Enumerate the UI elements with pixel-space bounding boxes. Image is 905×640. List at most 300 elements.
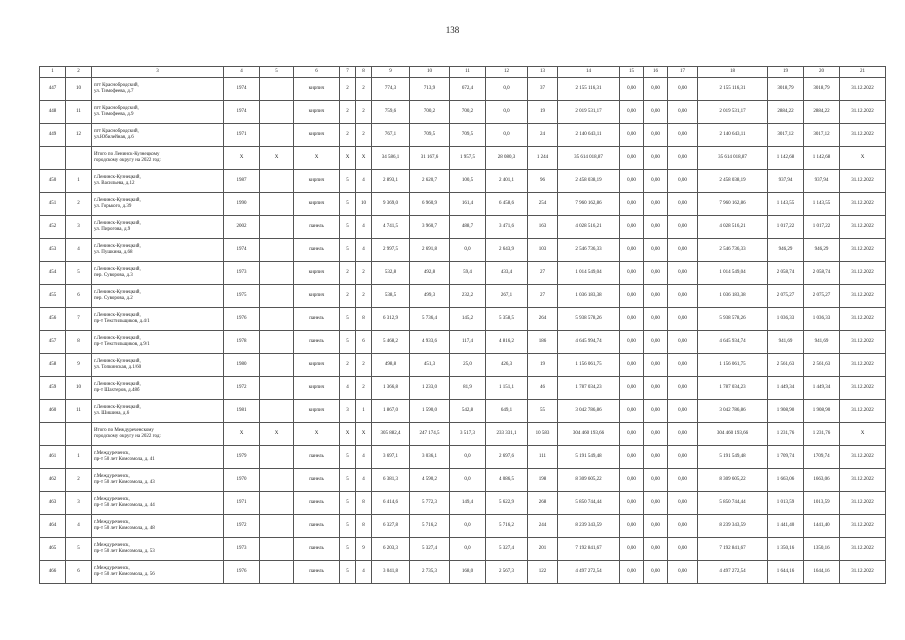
table-cell: 6 — [66, 561, 92, 584]
table-cell: 3018,79 — [804, 78, 840, 101]
table-cell: 1 036,33 — [768, 308, 804, 331]
address-cell: г.Междуреченск, пр-т 50 лет Комсомола, д. 48 — [92, 515, 224, 538]
table-cell: 5 — [340, 308, 356, 331]
table-cell: 4 645 994,74 — [558, 331, 620, 354]
table-cell: 709,5 — [410, 124, 450, 147]
table-cell: 700,2 — [410, 101, 450, 124]
table-cell — [260, 101, 294, 124]
table-cell: 2 058,74 — [804, 262, 840, 285]
table-cell: X — [840, 147, 886, 170]
table-cell: 0,00 — [644, 124, 668, 147]
table-cell: 946,29 — [804, 239, 840, 262]
table-cell: 4 816,2 — [486, 331, 528, 354]
table-cell: 6 312,9 — [372, 308, 410, 331]
header-cell: 13 — [528, 67, 558, 78]
table-cell: 2 561,63 — [804, 354, 840, 377]
table-cell: 3 471,6 — [486, 216, 528, 239]
table-cell: 3017,12 — [768, 124, 804, 147]
table-cell: 25,0 — [450, 354, 486, 377]
table-cell: 0,00 — [620, 308, 644, 331]
table-cell: 1972 — [224, 515, 260, 538]
table-cell: 0,00 — [644, 308, 668, 331]
table-cell: 2 567,3 — [486, 561, 528, 584]
table-cell: 81,9 — [450, 377, 486, 400]
table-cell: 12 — [66, 124, 92, 147]
table-cell: 1979 — [224, 446, 260, 469]
table-cell: 2 075,27 — [804, 285, 840, 308]
table-cell: 1 350,16 — [768, 538, 804, 561]
table-cell: 1 013,59 — [768, 492, 804, 515]
table-cell: 0,00 — [620, 492, 644, 515]
table-cell: 3 697,1 — [372, 446, 410, 469]
table-cell: 2 458 038,19 — [558, 170, 620, 193]
table-row — [40, 101, 886, 124]
table-cell: 31.12.2022 — [840, 78, 886, 101]
table-cell: 4 497 272,54 — [558, 561, 620, 584]
table-cell: 4 590,2 — [410, 469, 450, 492]
table-cell: 466 — [40, 561, 66, 584]
address-cell: Итого по Междуреченскому городскому округу на 2022 год: — [92, 423, 224, 446]
header-cell: 18 — [698, 67, 768, 78]
table-cell: 0,0 — [450, 446, 486, 469]
table-row — [40, 331, 886, 354]
table-cell — [260, 308, 294, 331]
table-cell: 0,0 — [450, 515, 486, 538]
address-cell: г.Ленинск-Кузнецкий, пр-т Текстильщиков, д.4/1 — [92, 308, 224, 331]
address-cell: г.Ленинск-Кузнецкий, ул. Топкинская, д.1/60 — [92, 354, 224, 377]
header-cell: 21 — [840, 67, 886, 78]
table-cell: 0,00 — [668, 492, 698, 515]
table-cell: 4 — [356, 469, 372, 492]
table-cell: 4 — [356, 561, 372, 584]
table-cell — [260, 262, 294, 285]
table-cell: 8 309 605,22 — [558, 469, 620, 492]
table-cell: 452 — [40, 216, 66, 239]
table-cell: 1972 — [224, 377, 260, 400]
table-cell: 0,00 — [668, 354, 698, 377]
header-row — [40, 67, 886, 78]
table-cell: 0,00 — [668, 515, 698, 538]
table-cell: 0,0 — [450, 469, 486, 492]
header-cell: 3 — [92, 67, 224, 78]
table-cell: 268 — [528, 492, 558, 515]
table-cell: 532,8 — [372, 262, 410, 285]
table-cell: 1 142,68 — [768, 147, 804, 170]
address-cell: г.Междуреченск, пр-т 50 лет Комсомола, д. 44 — [92, 492, 224, 515]
address-cell: пгт Краснобродский, ул. Тимофеева, д.9 — [92, 101, 224, 124]
table-cell — [260, 469, 294, 492]
table-cell: 1 142,68 — [804, 147, 840, 170]
table-cell: 6 381,3 — [372, 469, 410, 492]
table-cell: 0,00 — [668, 377, 698, 400]
table-cell: 305 882,4 — [372, 423, 410, 446]
address-cell: г.Ленинск-Кузнецкий, пер. Суворова, д.2 — [92, 285, 224, 308]
table-cell: 2 697,6 — [486, 446, 528, 469]
table-cell: 5 716,2 — [410, 515, 450, 538]
table-cell: 5 — [340, 170, 356, 193]
table-cell: 9 369,0 — [372, 193, 410, 216]
table-cell: 1987 — [224, 170, 260, 193]
header-cell: 16 — [644, 67, 668, 78]
table-cell — [66, 423, 92, 446]
table-row — [40, 308, 886, 331]
table-cell: 0,00 — [644, 285, 668, 308]
table-cell: 4 — [356, 239, 372, 262]
table-cell: 1 017,22 — [768, 216, 804, 239]
table-cell: 8 — [356, 492, 372, 515]
table-cell: 1 036 183,38 — [558, 285, 620, 308]
table-cell: 2 019 531,17 — [698, 101, 768, 124]
table-cell: 31.12.2022 — [840, 124, 886, 147]
table-cell: 5 — [340, 216, 356, 239]
table-cell: 0,00 — [644, 193, 668, 216]
table-cell: 1709,74 — [804, 446, 840, 469]
table-cell: 488,7 — [450, 216, 486, 239]
table-cell: 2 997,5 — [372, 239, 410, 262]
table-cell: 1974 — [224, 78, 260, 101]
table-cell: 24 — [528, 124, 558, 147]
table-cell: 2 140 643,11 — [698, 124, 768, 147]
table-cell: кирпич — [294, 170, 340, 193]
table-cell: 304 460 193,66 — [698, 423, 768, 446]
table-cell: 0,00 — [668, 170, 698, 193]
table-cell: 11 — [66, 101, 92, 124]
table-cell: 2 155 116,31 — [698, 78, 768, 101]
table-cell: 11 — [66, 400, 92, 423]
table-cell: 34 586,1 — [372, 147, 410, 170]
table-cell: 1 441,40 — [768, 515, 804, 538]
table-cell: панель — [294, 216, 340, 239]
table-cell: X — [340, 147, 356, 170]
table-cell: 5 — [340, 492, 356, 515]
address-cell: г.Междуреченск, пр-т 50 лет Комсомола, д. 53 — [92, 538, 224, 561]
table-cell: 456 — [40, 308, 66, 331]
table-cell: 0,00 — [620, 285, 644, 308]
table-cell: 4 028 516,21 — [698, 216, 768, 239]
table-row — [40, 561, 886, 584]
table-cell: 448 — [40, 101, 66, 124]
table-cell: 2884,22 — [804, 101, 840, 124]
table-cell: 1 787 034,23 — [698, 377, 768, 400]
table-cell: 0,00 — [644, 423, 668, 446]
table-cell: 1 156 061,75 — [558, 354, 620, 377]
table-cell: 460 — [40, 400, 66, 423]
table-cell: 0,00 — [620, 170, 644, 193]
table-cell: 31.12.2022 — [840, 285, 886, 308]
table-cell: 2002 — [224, 216, 260, 239]
table-cell: 1 036,33 — [804, 308, 840, 331]
table-cell: 0,00 — [668, 216, 698, 239]
table-cell: 1 709,74 — [768, 446, 804, 469]
table-cell: 2 — [340, 285, 356, 308]
address-cell: г.Ленинск-Кузнецкий, ул. Пушкина, д.68 — [92, 239, 224, 262]
table-row — [40, 400, 886, 423]
total-row — [40, 147, 886, 170]
table-cell: 31.12.2022 — [840, 515, 886, 538]
table-cell: 31.12.2022 — [840, 377, 886, 400]
table-cell: 1 787 034,23 — [558, 377, 620, 400]
table-cell: 2 — [356, 262, 372, 285]
table-cell: 0,00 — [620, 147, 644, 170]
table-cell: 1644,16 — [804, 561, 840, 584]
table-cell: 2884,22 — [768, 101, 804, 124]
table-cell: 2 401,1 — [486, 170, 528, 193]
header-cell: 8 — [356, 67, 372, 78]
table-cell: 0,0 — [450, 538, 486, 561]
table-cell: 4 — [356, 216, 372, 239]
table-cell: 0,00 — [644, 377, 668, 400]
table-cell: 4 — [356, 170, 372, 193]
table-cell — [260, 78, 294, 101]
table-cell: 6 — [356, 331, 372, 354]
table-cell: панель — [294, 492, 340, 515]
table-cell: 1971 — [224, 124, 260, 147]
table-cell: 0,00 — [644, 78, 668, 101]
table-cell: 0,00 — [620, 515, 644, 538]
table-cell — [66, 147, 92, 170]
table-cell: 426,3 — [486, 354, 528, 377]
table-cell: 27 — [528, 285, 558, 308]
table-cell: 1990 — [224, 193, 260, 216]
table-cell: 5 938 578,26 — [558, 308, 620, 331]
table-cell: 1976 — [224, 308, 260, 331]
table-cell: 1 — [66, 446, 92, 469]
table-cell: 1973 — [224, 538, 260, 561]
table-cell: 37 — [528, 78, 558, 101]
table-cell: 0,00 — [644, 561, 668, 584]
table-cell: 3 517,3 — [450, 423, 486, 446]
table-cell: 19 — [528, 101, 558, 124]
table-cell: 31.12.2022 — [840, 469, 886, 492]
table-cell: 1 867,0 — [372, 400, 410, 423]
table-cell: 0,00 — [644, 492, 668, 515]
table-cell — [260, 354, 294, 377]
table-cell: 0,00 — [668, 239, 698, 262]
table-cell: 1 231,76 — [804, 423, 840, 446]
table-cell: 103 — [528, 239, 558, 262]
table-cell: 451,3 — [410, 354, 450, 377]
table-cell: 4 497 272,54 — [698, 561, 768, 584]
table-cell: 149,4 — [450, 492, 486, 515]
table-cell: 46 — [528, 377, 558, 400]
table-cell: 0,00 — [620, 101, 644, 124]
header-cell: 11 — [450, 67, 486, 78]
table-cell: 0,0 — [486, 101, 528, 124]
header-cell: 9 — [372, 67, 410, 78]
table-cell: панель — [294, 469, 340, 492]
table-cell: кирпич — [294, 285, 340, 308]
table-cell: 1 143,55 — [804, 193, 840, 216]
table-cell: 5 736,4 — [410, 308, 450, 331]
table-cell: 254 — [528, 193, 558, 216]
table-cell: 31.12.2022 — [840, 101, 886, 124]
table-cell: 31.12.2022 — [840, 262, 886, 285]
table-cell: X — [294, 423, 340, 446]
table-cell: 1980 — [224, 354, 260, 377]
table-cell: 59,4 — [450, 262, 486, 285]
table-cell — [260, 124, 294, 147]
table-cell: 5 191 549,48 — [698, 446, 768, 469]
table-cell: 31.12.2022 — [840, 538, 886, 561]
table-row — [40, 262, 886, 285]
table-cell: 0,00 — [620, 262, 644, 285]
table-cell: X — [356, 423, 372, 446]
table-cell: 0,00 — [668, 446, 698, 469]
table-cell: 0,00 — [620, 423, 644, 446]
table-cell: 4 933,6 — [410, 331, 450, 354]
table-cell: 0,00 — [668, 147, 698, 170]
table-cell: 5 — [340, 331, 356, 354]
table-cell: 499,3 — [410, 285, 450, 308]
table-cell: 1 244 — [528, 147, 558, 170]
table-cell: 31.12.2022 — [840, 308, 886, 331]
table-cell: 31.12.2022 — [840, 561, 886, 584]
table-cell: 464 — [40, 515, 66, 538]
table-cell: 937,94 — [804, 170, 840, 193]
header-cell: 15 — [620, 67, 644, 78]
table-cell: 2 643,9 — [486, 239, 528, 262]
table-cell: 1 590,0 — [410, 400, 450, 423]
table-cell: X — [294, 147, 340, 170]
table-cell: 100,5 — [450, 170, 486, 193]
table-cell: 5 — [66, 538, 92, 561]
table-row — [40, 124, 886, 147]
table-cell: 1 014 549,04 — [698, 262, 768, 285]
table-cell: 31.12.2022 — [840, 446, 886, 469]
table-cell: 447 — [40, 78, 66, 101]
table-cell: 0,00 — [668, 78, 698, 101]
table-cell — [260, 446, 294, 469]
table-cell: 946,29 — [768, 239, 804, 262]
address-cell: г.Междуреченск, пр-т 50 лет Комсомола, д. 56 — [92, 561, 224, 584]
table-cell: 1 449,34 — [768, 377, 804, 400]
table-cell: 5 327,4 — [410, 538, 450, 561]
table-row — [40, 446, 886, 469]
table-cell: 5 — [340, 469, 356, 492]
table-cell: 5 358,5 — [486, 308, 528, 331]
table-cell: 0,00 — [644, 147, 668, 170]
table-cell: 5 — [340, 561, 356, 584]
table-cell: 7 — [66, 308, 92, 331]
table-cell: 1 151,1 — [486, 377, 528, 400]
address-cell: Итого по Ленинск-Кузнецкому городскому округу на 2022 год: — [92, 147, 224, 170]
header-cell: 2 — [66, 67, 92, 78]
table-cell: X — [340, 423, 356, 446]
table-cell: 2 — [340, 354, 356, 377]
table-cell: 2 — [340, 78, 356, 101]
header-cell: 20 — [804, 67, 840, 78]
table-cell — [40, 147, 66, 170]
table-cell: 8 — [356, 308, 372, 331]
table-cell — [260, 285, 294, 308]
table-cell: 459 — [40, 377, 66, 400]
table-cell: 7 192 841,67 — [558, 538, 620, 561]
table-cell: 31.12.2022 — [840, 239, 886, 262]
table-cell: 0,00 — [620, 239, 644, 262]
table-cell: 449 — [40, 124, 66, 147]
table-cell — [260, 331, 294, 354]
table-cell: 0,00 — [668, 101, 698, 124]
table-cell: 5 — [340, 515, 356, 538]
table-row — [40, 193, 886, 216]
table-cell — [260, 170, 294, 193]
table-cell: 0,00 — [668, 308, 698, 331]
table-cell: 35 614 018,87 — [698, 147, 768, 170]
table-cell: 31.12.2022 — [840, 193, 886, 216]
table-cell: 5 938 578,26 — [698, 308, 768, 331]
table-cell: 6 203,3 — [372, 538, 410, 561]
total-row — [40, 423, 886, 446]
header-cell: 19 — [768, 67, 804, 78]
table-cell: 3 960,7 — [410, 216, 450, 239]
table-cell: кирпич — [294, 262, 340, 285]
table-row — [40, 492, 886, 515]
table-cell: 28 080,3 — [486, 147, 528, 170]
table-cell: 0,00 — [668, 469, 698, 492]
table-cell: 3 — [66, 216, 92, 239]
table-row — [40, 285, 886, 308]
table-cell: 462 — [40, 469, 66, 492]
table-cell: 0,00 — [620, 561, 644, 584]
table-cell: 2 075,27 — [768, 285, 804, 308]
table-cell: 5 — [66, 262, 92, 285]
table-cell: 5 327,4 — [486, 538, 528, 561]
table-cell — [260, 193, 294, 216]
table-cell: 145,2 — [450, 308, 486, 331]
table-cell: 450 — [40, 170, 66, 193]
table-cell: 5 468,2 — [372, 331, 410, 354]
address-cell: г.Междуреченск, пр-т 50 лет Комсомола, д. 43 — [92, 469, 224, 492]
table-cell: 96 — [528, 170, 558, 193]
table-cell: 1974 — [224, 101, 260, 124]
table-cell: 5 622,9 — [486, 492, 528, 515]
address-cell: г.Ленинск-Кузнецкий, ул. Горького, д.39 — [92, 193, 224, 216]
table-cell: 713,9 — [410, 78, 450, 101]
table-cell: 5 — [340, 446, 356, 469]
table-cell: 5 — [340, 193, 356, 216]
table-cell: 0,00 — [668, 193, 698, 216]
table-cell: 461 — [40, 446, 66, 469]
table-cell: 4 — [66, 239, 92, 262]
table-cell: 0,00 — [668, 538, 698, 561]
header-cell: 17 — [668, 67, 698, 78]
table-cell: 1 366,8 — [372, 377, 410, 400]
table-cell: 451 — [40, 193, 66, 216]
address-cell: г.Ленинск-Кузнецкий, ул. Шишина, д.6 — [92, 400, 224, 423]
table-cell: 457 — [40, 331, 66, 354]
table-cell: 31.12.2022 — [840, 354, 886, 377]
table-cell: 937,94 — [768, 170, 804, 193]
table-cell: 3 041,8 — [372, 561, 410, 584]
table-row — [40, 515, 886, 538]
table-cell: 0,00 — [644, 400, 668, 423]
header-cell: 1 — [40, 67, 66, 78]
table-cell: 7 960 162,86 — [698, 193, 768, 216]
table-cell: X — [224, 423, 260, 446]
table-cell: 1 017,22 — [804, 216, 840, 239]
table-cell: 2 — [340, 262, 356, 285]
table-cell: 0,0 — [486, 78, 528, 101]
header-cell: 14 — [558, 67, 620, 78]
table-cell: 0,00 — [620, 400, 644, 423]
table-cell: X — [260, 423, 294, 446]
table-cell: панель — [294, 446, 340, 469]
table-cell — [260, 216, 294, 239]
table-cell: 201 — [528, 538, 558, 561]
table-cell: 0,00 — [620, 193, 644, 216]
table-cell: 8 — [66, 331, 92, 354]
table-cell: 2 458 038,19 — [698, 170, 768, 193]
